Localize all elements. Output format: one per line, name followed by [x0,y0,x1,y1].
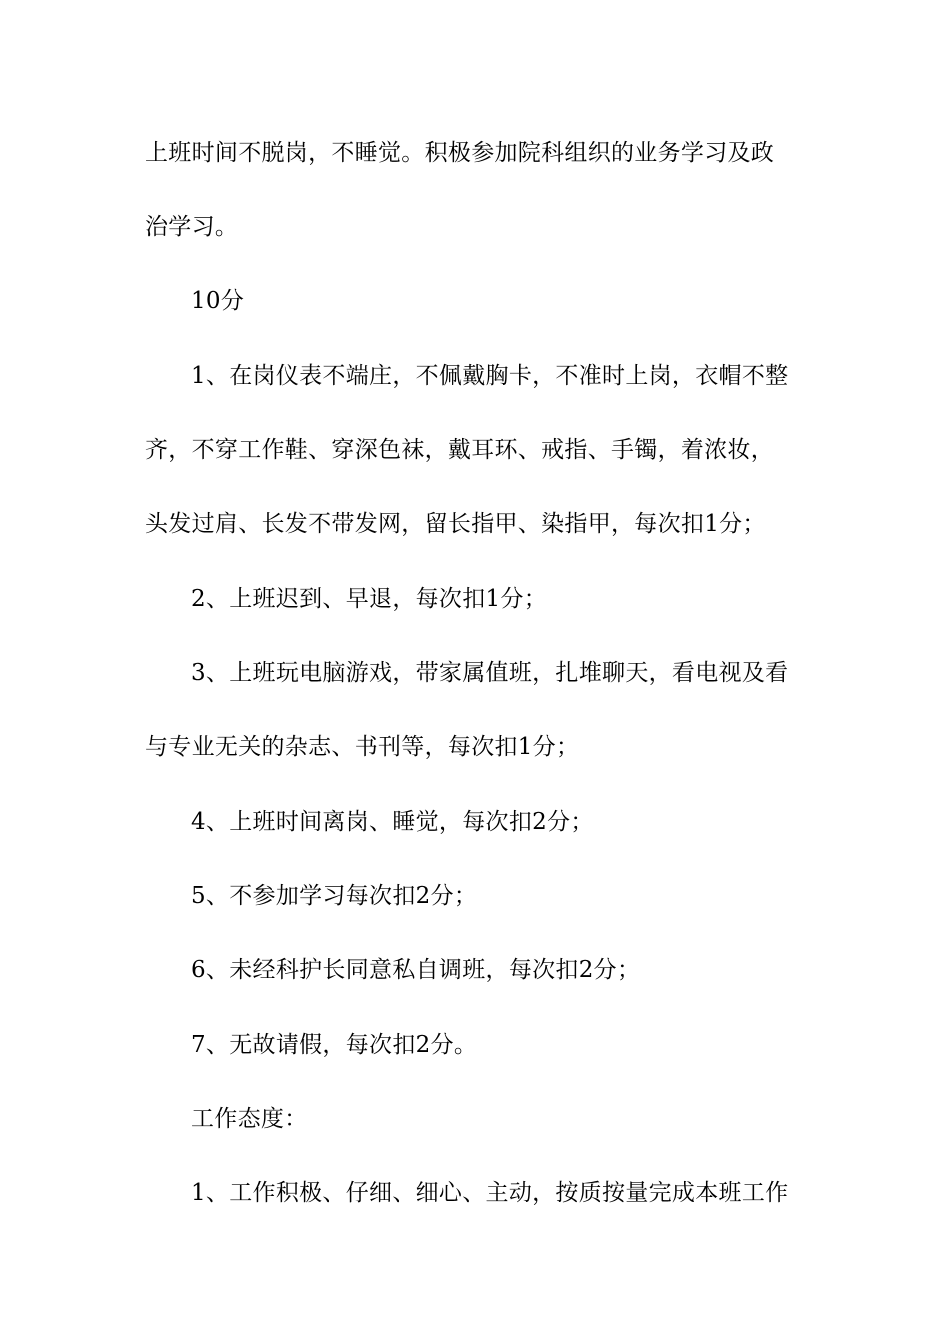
text-line-10: 4、上班时间离岗、睡觉，每次扣2分； [191,809,594,835]
text-line-2: 治学习。 [145,214,239,240]
text-line-12: 6、未经科护长同意私自调班，每次扣2分； [191,957,641,983]
text-line-14: 工作态度： [191,1106,308,1132]
text-line-11: 5、不参加学习每次扣2分； [191,883,478,909]
text-line-4: 1、在岗仪表不端庄，不佩戴胸卡，不准时上岗，衣帽不整 [191,363,789,389]
text-line-13: 7、无故请假，每次扣2分。 [191,1032,478,1058]
text-line-6: 头发过肩、长发不带发网，留长指甲、染指甲，每次扣1分； [145,511,766,537]
text-line-3: 10分 [191,288,245,314]
text-line-8: 3、上班玩电脑游戏，带家属值班，扎堆聊天，看电视及看 [191,660,789,686]
text-line-7: 2、上班迟到、早退，每次扣1分； [191,586,548,612]
text-line-5: 齐，不穿工作鞋、穿深色袜，戴耳环、戒指、手镯，着浓妆， [145,437,775,463]
text-line-1: 上班时间不脱岗，不睡觉。积极参加院科组织的业务学习及政 [145,140,775,166]
text-line-9: 与专业无关的杂志、书刊等，每次扣1分； [145,734,580,760]
text-line-15: 1、工作积极、仔细、细心、主动，按质按量完成本班工作 [191,1180,789,1206]
